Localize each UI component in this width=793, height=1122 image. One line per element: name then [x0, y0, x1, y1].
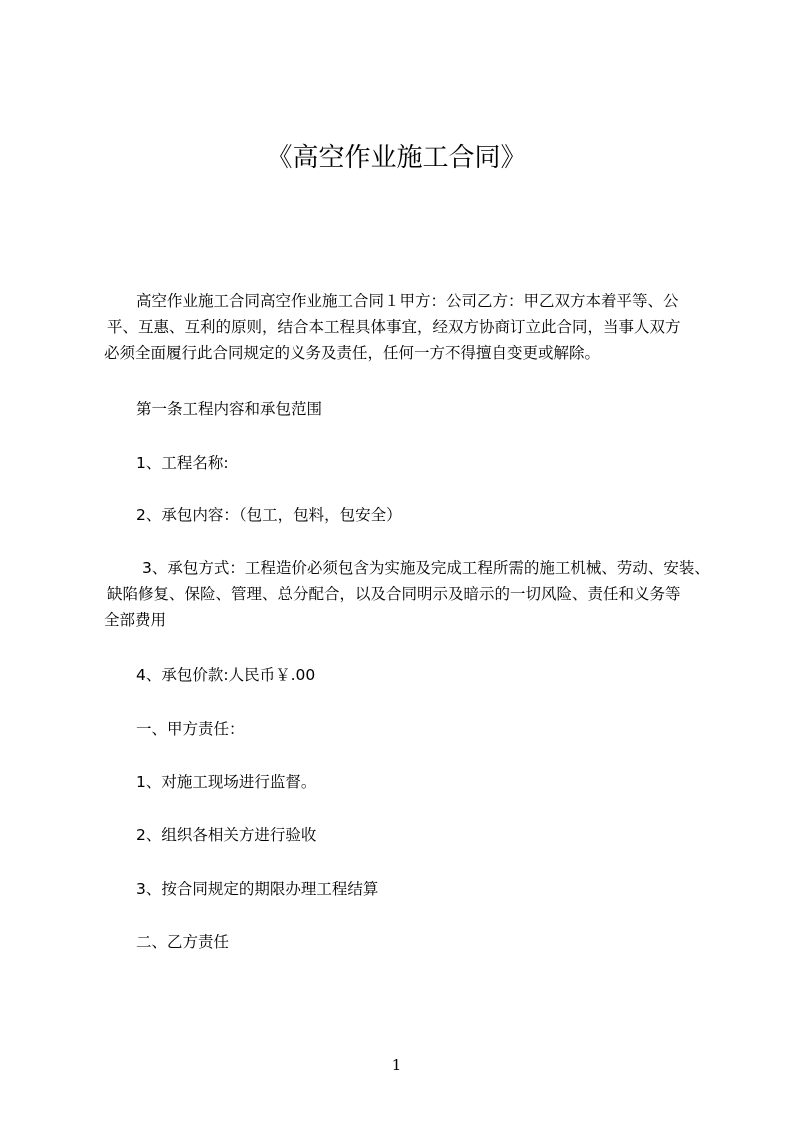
item3-paragraph: [104, 555, 724, 633]
contract-price-item: 4、承包价款:人民币￥.00: [136, 666, 316, 684]
party-a-heading: 一、甲方责任：: [136, 720, 245, 738]
contract-method-line-3: 全部费用: [104, 611, 167, 629]
document-title: 《高空作业施工合同》: [266, 143, 527, 173]
contract-content-item: 2、承包内容：（包工，包料，包安全）: [136, 506, 402, 524]
intro-line-3: 必须全面履行此合同规定的义务及责任，任何一方不得擅自变更或解除。: [104, 344, 601, 362]
party-a-item-1-paragraph: [104, 769, 724, 795]
contract-method-line-1: 3、承包方式：工程造价必须包含为实施及完成工程所需的施工机械、劳动、安装、: [142, 559, 710, 577]
party-b-heading: 二、乙方责任: [136, 933, 230, 951]
article1-heading-paragraph: [104, 396, 724, 422]
item4-paragraph: [104, 662, 724, 688]
intro-line-2: 平、互惠、互利的原则，结合本工程具体事宜，经双方协商订立此合同，当事人双方: [107, 318, 681, 336]
party-a-item-3: 3、按合同规定的期限办理工程结算: [136, 880, 379, 898]
party-a-item-3-paragraph: [104, 876, 724, 902]
article1-heading: 第一条工程内容和承包范围: [136, 400, 323, 418]
intro-line-1: 高空作业施工合同高空作业施工合同１甲方：公司乙方：甲乙双方本着平等、公: [136, 292, 679, 310]
item2-paragraph: [104, 502, 724, 528]
page-number: 1: [391, 1056, 402, 1074]
party-b-heading-paragraph: [104, 929, 724, 955]
party-a-item-2-paragraph: [104, 822, 724, 848]
project-name-item: 1、工程名称:: [136, 454, 229, 472]
party-a-heading-paragraph: [104, 716, 724, 742]
intro-paragraph: [104, 288, 724, 366]
party-a-item-2: 2、组织各相关方进行验收: [136, 826, 317, 844]
contract-method-line-2: 缺陷修复、保险、管理、总分配合，以及合同明示及暗示的一切风险、责任和义务等: [107, 585, 681, 603]
party-a-item-1: 1、对施工现场进行监督。: [136, 773, 317, 791]
item1-paragraph: [104, 450, 724, 476]
